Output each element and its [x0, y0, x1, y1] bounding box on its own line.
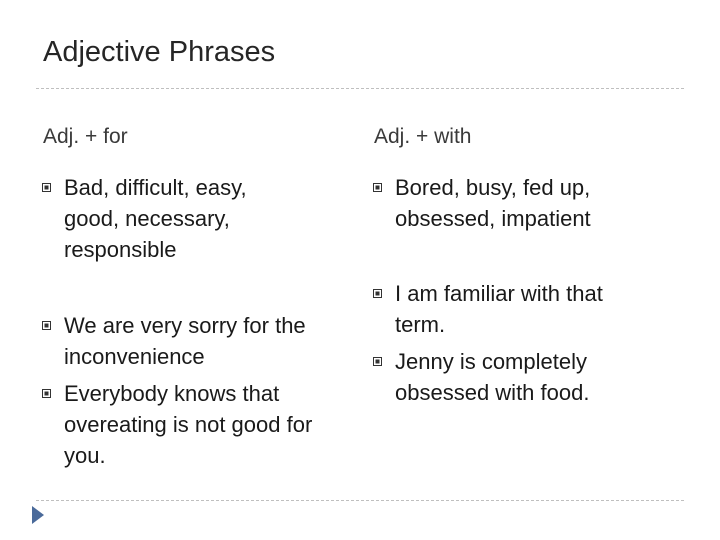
left-bullet-1	[64, 172, 304, 265]
right-bullet-1-text: Bored, busy, fed up, obsessed, impatient	[395, 175, 591, 231]
title-divider	[36, 88, 684, 89]
left-bullet-2	[64, 310, 324, 372]
right-bullet-3-text: Jenny is completely obsessed with food.	[395, 349, 590, 405]
slide-title: Adjective Phrases	[43, 36, 276, 68]
footer-divider	[36, 500, 684, 501]
left-bullet-3-text: Everybody knows that overeating is not good for you.	[64, 381, 313, 468]
right-bullet-2-text: I am familiar with that term.	[395, 281, 603, 337]
left-bullet-2-text: We are very sorry for the inconvenience	[64, 313, 306, 369]
square-bullet-icon	[373, 289, 382, 298]
right-bullet-3	[395, 346, 640, 408]
play-triangle-icon[interactable]	[31, 505, 45, 525]
square-bullet-icon	[42, 321, 51, 330]
left-column-heading: Adj. + for	[43, 125, 128, 148]
right-bullet-2	[395, 278, 655, 340]
right-column-heading: Adj. + with	[374, 125, 472, 148]
left-bullet-1-text: Bad, difficult, easy, good, necessary, responsible	[64, 175, 247, 262]
square-bullet-icon	[373, 357, 382, 366]
square-bullet-icon	[42, 183, 51, 192]
square-bullet-icon	[373, 183, 382, 192]
square-bullet-icon	[42, 389, 51, 398]
right-bullet-1	[395, 172, 640, 234]
left-bullet-3	[64, 378, 329, 471]
